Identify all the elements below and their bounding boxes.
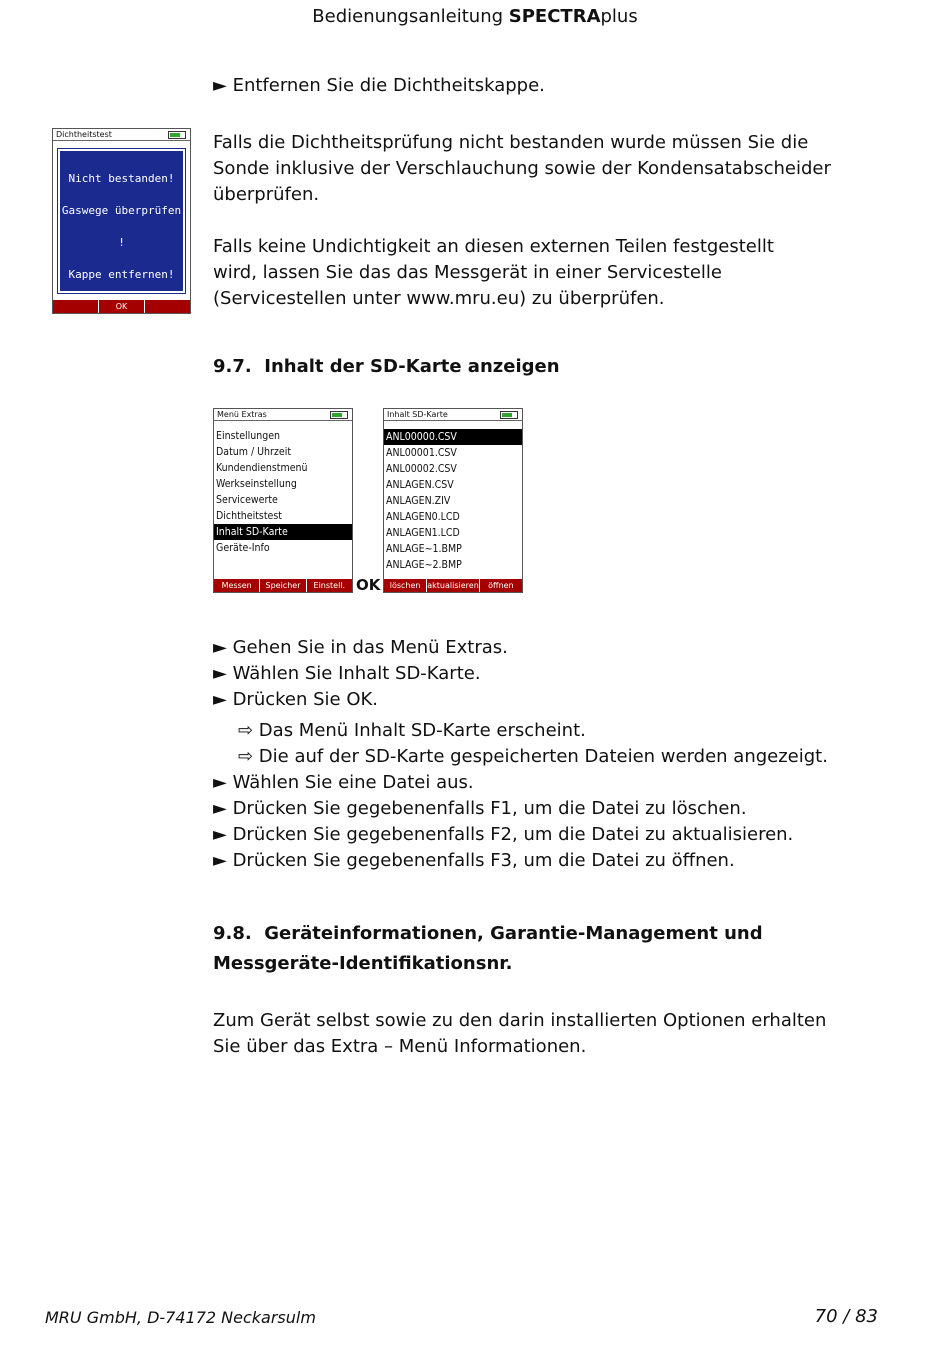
footer-company: MRU GmbH, D-74172 Neckarsulm — [45, 1308, 316, 1327]
file-item[interactable]: ANL00000.CSV — [384, 429, 522, 445]
step-7: ► Drücken Sie gegebenenfalls F3, um die Datei zu öffnen. — [213, 850, 735, 871]
menu-item[interactable]: Dichtheitstest — [216, 510, 282, 522]
step-2: ► Wählen Sie Inhalt SD-Karte. — [213, 663, 481, 684]
file-item[interactable]: ANLAGE~2.BMP — [386, 559, 462, 571]
extras-titlebar — [214, 409, 352, 421]
step-3: ► Drücken Sie OK. — [213, 689, 379, 710]
fkey-einstell: Einstell. — [306, 579, 352, 592]
sd-fkeys — [384, 579, 522, 592]
step-5: ► Drücken Sie gegebenenfalls F1, um die Datei zu löschen. — [213, 798, 747, 819]
fkey-messen: Messen — [221, 581, 252, 590]
menu-item[interactable]: Kundendienstmenü — [216, 462, 308, 474]
leak-test-screen — [52, 128, 191, 314]
menu-item[interactable]: Datum / Uhrzeit — [216, 446, 292, 458]
footer-page-number: 70 / 83 — [814, 1306, 878, 1327]
file-item[interactable]: ANLAGEN1.LCD — [386, 527, 460, 539]
menu-item[interactable]: Einstellungen — [216, 430, 281, 442]
header-title-prefix: Bedienungsanleitung — [312, 6, 509, 27]
fkey-oeffnen: öffnen — [479, 579, 522, 592]
fkey-1 — [53, 300, 98, 313]
paragraph-service: Falls keine Undichtigkeit an diesen externen Teilen festgestellt wird, lassen Sie das das Messgerät in einer Servicestelle (Servicestellen unter www.mru.eu) zu überprüfen. — [213, 236, 774, 309]
step-1: ► Gehen Sie in das Menü Extras. — [213, 637, 508, 658]
battery-icon — [500, 411, 518, 419]
section-heading-9-8 — [213, 919, 853, 979]
section-title: Inhalt der SD-Karte anzeigen — [264, 356, 560, 377]
file-item[interactable]: ANLAGE~1.BMP — [386, 543, 462, 555]
fkey-loeschen: löschen — [389, 581, 421, 590]
battery-icon — [168, 131, 186, 139]
step-6: ► Drücken Sie gegebenenfalls F2, um die Datei zu aktualisieren. — [213, 824, 794, 845]
file-item[interactable]: ANL00002.CSV — [386, 463, 457, 475]
document-header — [0, 6, 950, 27]
header-title-suffix: plus — [600, 6, 638, 27]
sd-card-screen — [383, 408, 523, 593]
menu-item[interactable]: Inhalt SD-Karte — [214, 524, 352, 540]
sd-file-list — [384, 429, 522, 573]
step-4: ► Wählen Sie eine Datei aus. — [213, 772, 474, 793]
file-item[interactable]: ANLAGEN.ZIV — [386, 495, 451, 507]
fkey-speicher: Speicher — [259, 579, 305, 592]
leak-result-dialog — [58, 149, 185, 293]
leak-screen-title: Dichtheitstest — [56, 130, 112, 139]
file-item[interactable]: ANLAGEN0.LCD — [386, 511, 460, 523]
file-item[interactable]: ANLAGEN.CSV — [386, 479, 454, 491]
intro-bullet: ► Entfernen Sie die Dichtheitskappe. — [213, 75, 545, 96]
paragraph-device-info: Zum Gerät selbst sowie zu den darin installierten Optionen erhalten Sie über das Extra – Menü Informationen. — [213, 1010, 827, 1057]
result-1: ⇨ Das Menü Inhalt SD-Karte erscheint. — [238, 720, 586, 741]
leak-line-1: Nicht bestanden! — [68, 172, 175, 185]
file-item[interactable]: ANL00001.CSV — [386, 447, 457, 459]
extras-title: Menü Extras — [217, 410, 267, 419]
extras-menu-screen — [213, 408, 353, 593]
sd-title: Inhalt SD-Karte — [387, 410, 448, 419]
menu-item[interactable]: Servicewerte — [216, 494, 278, 506]
extras-fkeys — [214, 579, 352, 592]
extras-menu-list — [214, 428, 352, 556]
fkey-ok: OK — [98, 300, 144, 313]
menu-item[interactable]: Werkseinstellung — [216, 478, 297, 490]
paragraph-leak-failed: Falls die Dichtheitsprüfung nicht bestanden wurde müssen Sie die Sonde inklusive der Verschlauchung sowie der Kondensatabscheider überprüfen. — [213, 132, 831, 205]
leak-screen-titlebar — [53, 129, 190, 141]
sd-titlebar — [384, 409, 522, 421]
ok-arrow-label: OK — [356, 576, 381, 594]
menu-item[interactable]: Geräte-Info — [216, 542, 270, 554]
fkey-aktualisieren: aktualisieren — [427, 581, 479, 590]
section-title: Geräteinformationen, Garantie-Management und Messgeräte-Identifikationsnr. — [213, 923, 763, 974]
battery-icon — [330, 411, 348, 419]
section-heading-9-7 — [213, 352, 560, 382]
header-title-bold: SPECTRA — [508, 6, 601, 27]
section-number: 9.7. — [213, 356, 252, 377]
section-number: 9.8. — [213, 923, 252, 944]
leak-line-2: Gaswege überprüfen ! — [61, 204, 182, 249]
leak-screen-fkeys — [53, 300, 190, 313]
fkey-3 — [144, 300, 190, 313]
result-2: ⇨ Die auf der SD-Karte gespeicherten Dateien werden angezeigt. — [238, 746, 828, 767]
leak-line-3: Kappe entfernen! — [68, 268, 175, 281]
